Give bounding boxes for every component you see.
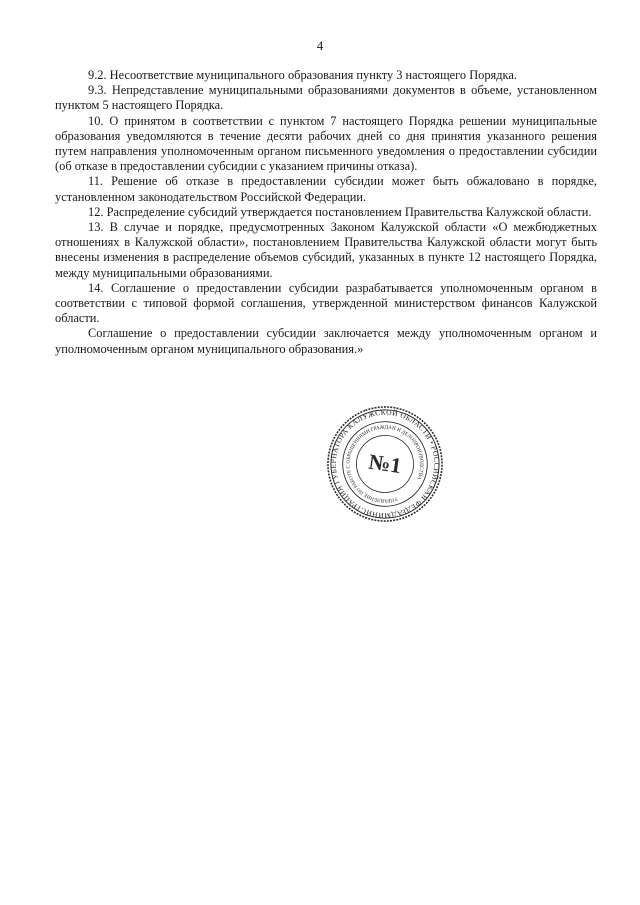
paragraph-13: 13. В случае и порядке, предусмотренных Законом Калужской области «О межбюджетных отношениях в Калужской области», постановлением Правительства Калужской области могут быть внесены изменения в распределение объемов субсидий, указанных в пункте 12 настоящего Порядка, между муниципальными образованиями. xyxy=(55,220,597,280)
official-seal xyxy=(326,405,444,523)
paragraph-14: 14. Соглашение о предоставлении субсидии разрабатывается уполномоченным органом в соответствии с типовой формой соглашения, утвержденной министерством финансов Калужской области. xyxy=(55,280,597,326)
paragraph-agreement: Соглашение о предоставлении субсидии заключается между уполномоченным органом и уполномоченным органом муниципального образования.» xyxy=(55,326,597,356)
paragraph-9-2: 9.2. Несоответствие муниципального образования пункту 3 настоящего Порядка. xyxy=(88,68,517,82)
paragraph-10: 10. О принятом в соответствии с пунктом 7 настоящего Порядка решении муниципальные образования уведомляются в течение десяти рабочих дней со дня принятия указанного решения путем направления уполномоченным органом письменного уведомления о предоставлении субсидии (об отказе в предоставлении субсидии с указанием причины отказа). xyxy=(55,113,597,174)
paragraph-11: 11. Решение об отказе в предоставлении субсидии может быть обжаловано в порядке, установленном законодательством Российской Федерации. xyxy=(55,174,597,204)
seal-number: №1 xyxy=(367,449,403,479)
page-number: 4 xyxy=(316,38,324,53)
paragraph-12: 12. Распределение субсидий утверждается постановлением Правительства Калужской области. xyxy=(88,204,592,219)
seal-outer-text: АДМИНИСТРАЦИЯ ГУБЕРНАТОРА КАЛУЖСКОЙ ОБЛАСТИ • РОССИЙСКАЯ ФЕДЕРАЦИЯ xyxy=(328,407,442,521)
document-body xyxy=(55,68,597,357)
paragraph-9-3: 9.3. Непредставление муниципальными образованиями документов в объеме, установленном пунктом 5 настоящего Порядка. xyxy=(55,83,597,113)
seal-inner-text: УПРАВЛЕНИЕ ПО РАБОТЕ С ОБРАЩЕНИЯМИ ГРАЖДАН И ДЕЛОПРОИЗВОДСТВА xyxy=(345,424,425,504)
